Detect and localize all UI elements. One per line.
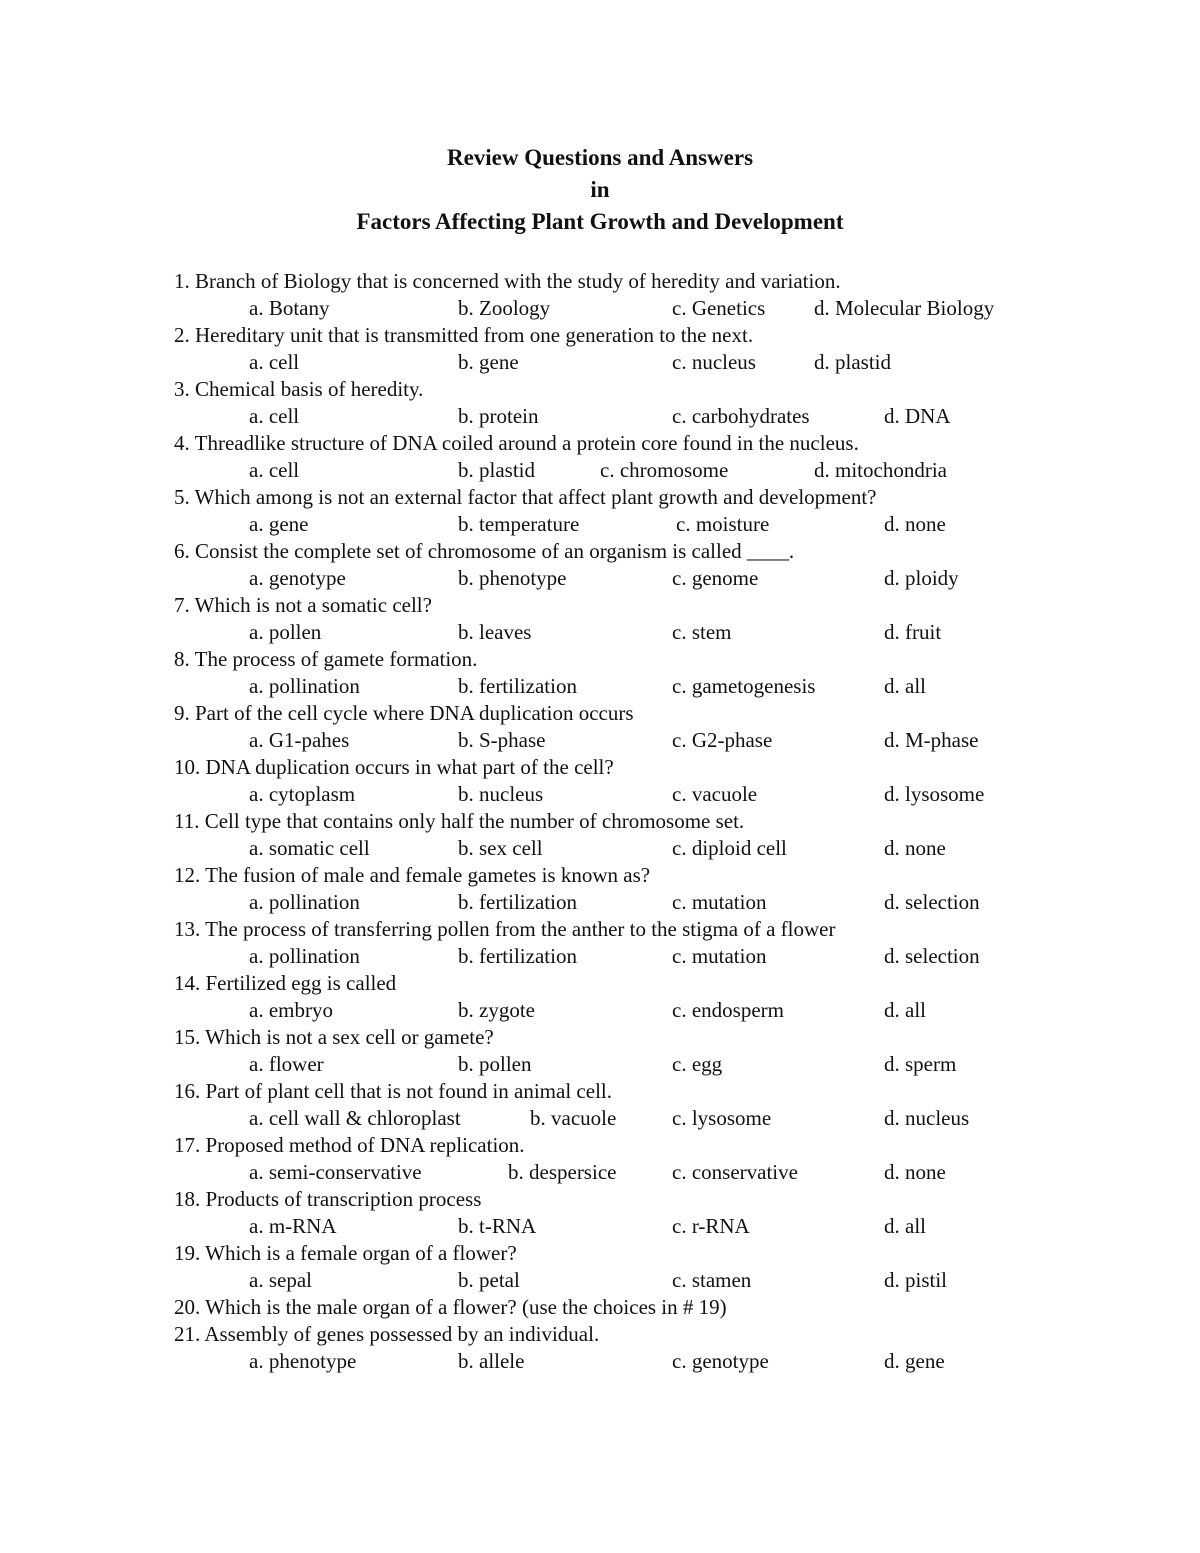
title-line-1: Review Questions and Answers <box>446 145 754 170</box>
question-text: 10. DNA duplication occurs in what part of the cell? <box>174 755 614 779</box>
choice-row <box>174 781 1174 808</box>
question-text: 18. Products of transcription process <box>174 1187 482 1211</box>
question-text: 14. Fertilized egg is called <box>174 971 397 995</box>
question-text: 12. The fusion of male and female gametes is known as? <box>174 863 651 887</box>
choice-option: a. m-RNA <box>249 1214 337 1238</box>
choice-option: d. sperm <box>884 1052 957 1076</box>
choice-option: a. genotype <box>249 566 346 590</box>
choice-option: d. plastid <box>814 350 891 374</box>
choice-option: a. somatic cell <box>249 836 370 860</box>
choice-row <box>174 889 1174 916</box>
choice-option: a. cell <box>249 350 300 374</box>
title-line-2: in <box>590 177 610 202</box>
choice-row <box>174 457 1174 484</box>
question-text: 19. Which is a female organ of a flower? <box>174 1241 517 1265</box>
choice-option: a. pollination <box>249 674 360 698</box>
choice-row <box>174 835 1174 862</box>
choice-row <box>174 1105 1174 1132</box>
choice-row <box>174 619 1174 646</box>
choice-option: b. fertilization <box>458 674 577 698</box>
choice-option: c. stem <box>672 620 732 644</box>
question-text: 2. Hereditary unit that is transmitted from one generation to the next. <box>174 323 754 347</box>
choice-option: b. petal <box>458 1268 520 1292</box>
choice-option: b. allele <box>458 1349 525 1373</box>
choice-option: b. t-RNA <box>458 1214 537 1238</box>
question-text: 3. Chemical basis of heredity. <box>174 377 424 401</box>
choice-option: d. ploidy <box>884 566 959 590</box>
question-text: 11. Cell type that contains only half the number of chromosome set. <box>174 809 745 833</box>
choice-option: d. all <box>884 674 926 698</box>
question-text: 21. Assembly of genes possessed by an individual. <box>174 1322 600 1346</box>
choice-option: b. Zoology <box>458 296 551 320</box>
question-text: 5. Which among is not an external factor that affect plant growth and development? <box>174 485 877 509</box>
choice-row <box>174 727 1174 754</box>
choice-option: a. G1-pahes <box>249 728 350 752</box>
choice-option: b. S-phase <box>458 728 546 752</box>
choice-option: c. G2-phase <box>672 728 773 752</box>
question-text: 13. The process of transferring pollen from the anther to the stigma of a flower <box>174 917 836 941</box>
choice-row <box>174 997 1174 1024</box>
title-line-3: Factors Affecting Plant Growth and Development <box>356 209 844 234</box>
choice-option: c. moisture <box>676 512 770 536</box>
choice-option: b. fertilization <box>458 890 577 914</box>
choice-option: c. gametogenesis <box>672 674 816 698</box>
choice-option: a. phenotype <box>249 1349 357 1373</box>
choice-option: c. conservative <box>672 1160 798 1184</box>
question-text: 4. Threadlike structure of DNA coiled around a protein core found in the nucleus. <box>174 431 859 455</box>
choice-option: d. selection <box>884 890 980 914</box>
question-text: 15. Which is not a sex cell or gamete? <box>174 1025 494 1049</box>
choice-option: d. none <box>884 512 946 536</box>
choice-option: c. chromosome <box>600 458 729 482</box>
choice-option: d. Molecular Biology <box>814 296 995 320</box>
choice-option: c. Genetics <box>672 296 766 320</box>
choice-option: d. none <box>884 836 946 860</box>
choice-option: b. protein <box>458 404 539 428</box>
choice-option: c. nucleus <box>672 350 756 374</box>
choice-option: c. genotype <box>672 1349 769 1373</box>
choice-row <box>174 295 1174 322</box>
choice-option: c. endosperm <box>672 998 784 1022</box>
choice-option: b. despersice <box>508 1160 617 1184</box>
question-text: 16. Part of plant cell that is not found in animal cell. <box>174 1079 612 1103</box>
choice-option: a. gene <box>249 512 309 536</box>
choice-option: c. vacuole <box>672 782 758 806</box>
question-text: 9. Part of the cell cycle where DNA duplication occurs <box>174 701 634 725</box>
choice-option: d. none <box>884 1160 946 1184</box>
choice-option: c. carbohydrates <box>672 404 810 428</box>
choice-option: b. fertilization <box>458 944 577 968</box>
question-text: 8. The process of gamete formation. <box>174 647 478 671</box>
choice-option: a. flower <box>249 1052 324 1076</box>
choice-option: c. stamen <box>672 1268 752 1292</box>
choice-option: b. sex cell <box>458 836 543 860</box>
choice-option: c. diploid cell <box>672 836 787 860</box>
choice-option: a. cytoplasm <box>249 782 356 806</box>
choice-option: b. nucleus <box>458 782 544 806</box>
choice-option: d. M-phase <box>884 728 979 752</box>
question-text: 6. Consist the complete set of chromosome of an organism is called ____. <box>174 539 795 563</box>
document-title <box>0 142 1200 238</box>
choice-row <box>174 1267 1174 1294</box>
question-text: 1. Branch of Biology that is concerned with the study of heredity and variation. <box>174 269 841 293</box>
choice-option: d. all <box>884 998 926 1022</box>
choice-row <box>174 1213 1174 1240</box>
choice-option: d. fruit <box>884 620 942 644</box>
choice-option: b. leaves <box>458 620 532 644</box>
choice-option: c. mutation <box>672 944 767 968</box>
choice-option: a. pollen <box>249 620 322 644</box>
choice-option: d. lysosome <box>884 782 985 806</box>
choice-row <box>174 943 1174 970</box>
question-list <box>174 268 1174 1375</box>
choice-row <box>174 1348 1174 1375</box>
question-text: 7. Which is not a somatic cell? <box>174 593 432 617</box>
choice-option: c. r-RNA <box>672 1214 750 1238</box>
choice-option: b. plastid <box>458 458 535 482</box>
choice-option: a. cell <box>249 404 300 428</box>
choice-option: b. pollen <box>458 1052 532 1076</box>
choice-option: a. semi-conservative <box>249 1160 422 1184</box>
choice-row <box>174 403 1174 430</box>
choice-row <box>174 1051 1174 1078</box>
choice-option: d. mitochondria <box>814 458 947 482</box>
choice-row <box>174 673 1174 700</box>
choice-option: a. cell <box>249 458 300 482</box>
choice-option: b. gene <box>458 350 519 374</box>
choice-option: d. gene <box>884 1349 945 1373</box>
choice-option: b. vacuole <box>530 1106 617 1130</box>
choice-option: d. nucleus <box>884 1106 970 1130</box>
choice-option: a. pollination <box>249 890 360 914</box>
choice-row <box>174 511 1174 538</box>
choice-option: c. mutation <box>672 890 767 914</box>
choice-row <box>174 565 1174 592</box>
choice-option: c. egg <box>672 1052 723 1076</box>
choice-option: b. phenotype <box>458 566 567 590</box>
choice-option: a. pollination <box>249 944 360 968</box>
choice-option: a. sepal <box>249 1268 312 1292</box>
choice-option: a. Botany <box>249 296 330 320</box>
choice-option: d. selection <box>884 944 980 968</box>
choice-option: d. pistil <box>884 1268 948 1292</box>
choice-option: b. zygote <box>458 998 535 1022</box>
choice-row <box>174 349 1174 376</box>
choice-option: c. genome <box>672 566 759 590</box>
choice-option: d. all <box>884 1214 926 1238</box>
choice-option: a. embryo <box>249 998 333 1022</box>
choice-row <box>174 1159 1174 1186</box>
choice-option: c. lysosome <box>672 1106 772 1130</box>
choice-option: d. DNA <box>884 404 951 428</box>
choice-option: a. cell wall & chloroplast <box>249 1106 461 1130</box>
choice-option: b. temperature <box>458 512 580 536</box>
question-text: 17. Proposed method of DNA replication. <box>174 1133 525 1157</box>
question-text: 20. Which is the male organ of a flower? (use the choices in # 19) <box>174 1295 727 1319</box>
